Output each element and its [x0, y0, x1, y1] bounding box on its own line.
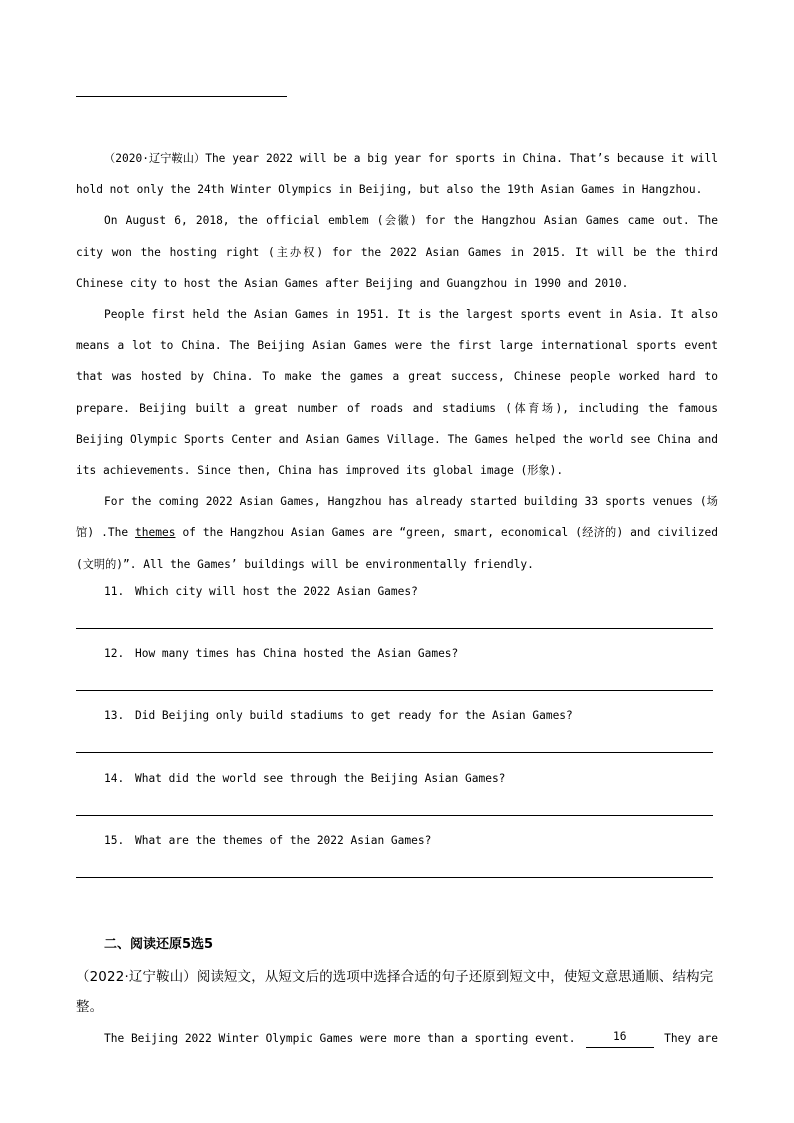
question-14: [104, 771, 505, 787]
top-divider-line: [76, 96, 287, 97]
question-11: [104, 584, 418, 600]
question-number: 12.: [104, 647, 125, 660]
question-text: How many times has China hosted the Asian Games?: [134, 647, 459, 660]
question-12: [104, 646, 458, 662]
question-text: Which city will host the 2022 Asian Games?: [134, 585, 418, 598]
passage-paragraph-3: People first held the Asian Games in 1951. It is the largest sports event in Asia. It also means a lot to China. The Beijing Asian Games were the first large international sports event that was hosted by China. To make the games a great success, Chinese people worked hard to prepare. Beijing built a great number of roads and stadiums (体育场), including the famous Beijing Olympic Sports Center and Asian Games Village. The Games helped the world see China and its achievements. Since then, China has improved its global image (形象).: [76, 308, 718, 478]
reading-passage: [76, 143, 718, 580]
paragraph-4-end: of the Hangzhou Asian Games are “green, smart, economical (经济的) and civilized (文明的)”. All the Games’ buildings will be environmentally friendly.: [76, 526, 718, 571]
answer-line-13[interactable]: [76, 752, 713, 753]
question-13: [104, 708, 573, 724]
question-15: [104, 833, 431, 849]
answer-line-12[interactable]: [76, 690, 713, 691]
section-instruction: （2022·辽宁鞍山）阅读短文，从短文后的选项中选择合适的句子还原到短文中，使短文意思通顺、结构完整。: [76, 970, 714, 1015]
passage-paragraph-1: （2020·辽宁鞍山）The year 2022 will be a big year for sports in China. That’s because it will hold not only the 24th Winter Olympics in Beijing, but also the 19th Asian Games in Hangzhou.: [76, 152, 718, 197]
passage-paragraph-4: [76, 486, 718, 580]
answer-line-14[interactable]: [76, 815, 713, 816]
question-number: 11.: [104, 585, 125, 598]
question-number: 13.: [104, 709, 125, 722]
question-number: 15.: [104, 834, 125, 847]
cloze-line-end: They are: [664, 1032, 718, 1045]
blank-16[interactable]: 16: [586, 1030, 654, 1048]
question-text: What are the themes of the 2022 Asian Games?: [134, 834, 432, 847]
passage-paragraph-2: On August 6, 2018, the official emblem (会徽) for the Hangzhou Asian Games came out. The city won the hosting right (主办权) for the 2022 Asian Games in 2015. It will be the third Chinese city to host the Asian Games after Beijing and Guangzhou in 1990 and 2010.: [76, 214, 718, 290]
answer-line-11[interactable]: [76, 628, 713, 629]
cloze-passage-first-line: [104, 1030, 718, 1048]
question-text: Did Beijing only build stadiums to get ready for the Asian Games?: [134, 709, 573, 722]
question-number: 14.: [104, 772, 125, 785]
paragraph-4-start: For the coming 2022 Asian Games, Hangzhou has already started building 33 sports venues (场馆) .The: [76, 495, 718, 540]
section-heading: 二、阅读还原5选5: [104, 937, 214, 952]
cloze-line-start: The Beijing 2022 Winter Olympic Games were more than a sporting event.: [104, 1032, 576, 1045]
question-text: What did the world see through the Beijing Asian Games?: [134, 772, 506, 785]
underlined-word-themes: themes: [135, 526, 176, 540]
answer-line-15[interactable]: [76, 877, 713, 878]
